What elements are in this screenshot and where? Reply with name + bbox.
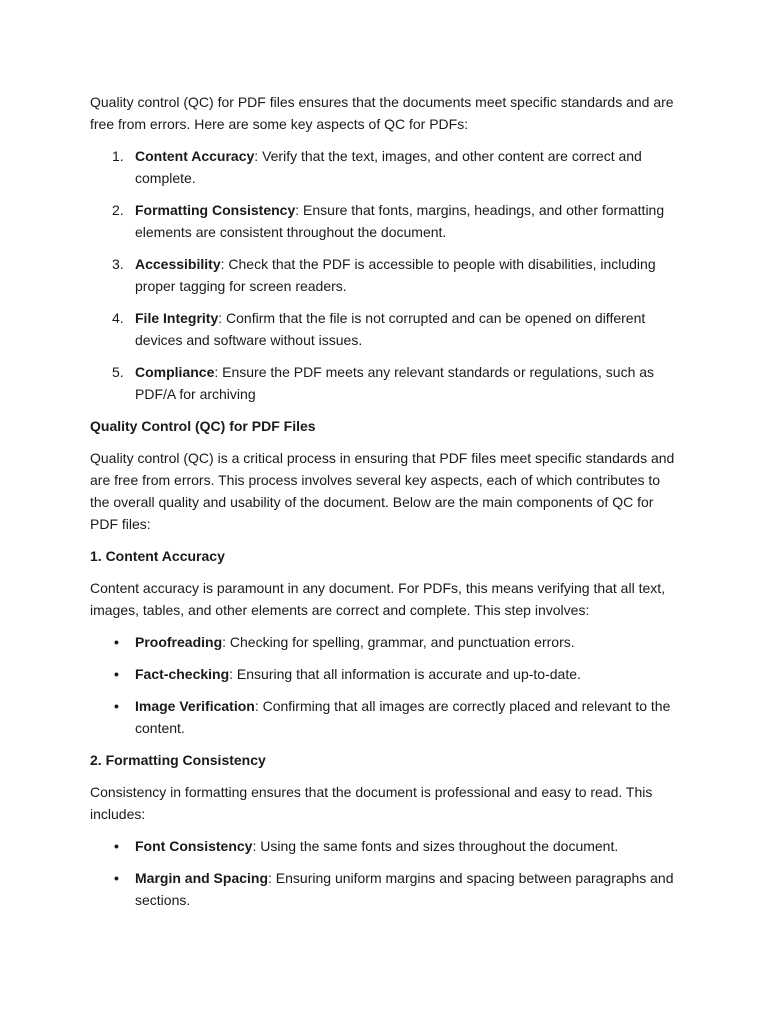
list-number: 5. (112, 364, 124, 380)
list-item-term: Font Consistency (135, 838, 253, 854)
list-item (90, 145, 682, 189)
list-item-text: : Ensure the PDF meets any relevant standards or regulations, such as PDF/A for archiving (135, 364, 655, 402)
list-item (90, 867, 682, 911)
list-item-term: File Integrity (135, 310, 219, 326)
list-item-term: Fact-checking (135, 666, 230, 682)
content-accuracy-list (90, 631, 682, 739)
list-item (90, 199, 682, 243)
bullet-icon: • (114, 666, 119, 682)
list-item (90, 307, 682, 351)
list-number: 2. (112, 202, 124, 218)
bullet-icon: • (114, 870, 119, 886)
intro-paragraph: Quality control (QC) for PDF files ensures that the documents meet specific standards and are free from errors. Here are some key aspects of QC for PDFs: (90, 94, 674, 132)
list-item (90, 835, 682, 857)
content-accuracy-paragraph: Content accuracy is paramount in any document. For PDFs, this means verifying that all text, images, tables, and other elements are correct and complete. This step involves: (90, 580, 666, 618)
document-page (90, 91, 682, 921)
list-item-text: : Check that the PDF is accessible to people with disabilities, including proper tagging for screen readers. (135, 256, 656, 294)
list-item (90, 695, 682, 739)
list-number: 4. (112, 310, 124, 326)
section-intro-paragraph: Quality control (QC) is a critical process in ensuring that PDF files meet specific standards and are free from errors. This process involves several key aspects, each of which contributes to the overall quality and usability of the document. Below are the main components of QC for PDF files: (90, 450, 675, 532)
list-item-text: : Confirm that the file is not corrupted and can be opened on different devices and software without issues. (135, 310, 646, 348)
list-item-text: : Using the same fonts and sizes throughout the document. (252, 838, 619, 854)
bullet-icon: • (114, 838, 119, 854)
list-item-text: : Ensuring that all information is accurate and up-to-date. (229, 666, 581, 682)
bullet-icon: • (114, 698, 119, 714)
formatting-consistency-heading: 2. Formatting Consistency (90, 752, 266, 768)
list-item (90, 253, 682, 297)
list-item-term: Formatting Consistency (135, 202, 296, 218)
list-item-term: Compliance (135, 364, 215, 380)
list-item-text: : Verify that the text, images, and other content are correct and complete. (135, 148, 642, 186)
list-item-text: : Confirming that all images are correctly placed and relevant to the content. (135, 698, 671, 736)
content-accuracy-heading: 1. Content Accuracy (90, 548, 225, 564)
list-item-text: : Ensuring uniform margins and spacing between paragraphs and sections. (135, 870, 674, 908)
bullet-icon: • (114, 634, 119, 650)
list-item-text: : Checking for spelling, grammar, and punctuation errors. (222, 634, 575, 650)
key-aspects-list (90, 145, 682, 405)
list-item-term: Image Verification (135, 698, 255, 714)
formatting-consistency-list (90, 835, 682, 911)
formatting-consistency-paragraph: Consistency in formatting ensures that the document is professional and easy to read. This includes: (90, 784, 653, 822)
list-number: 3. (112, 256, 124, 272)
list-item (90, 631, 682, 653)
list-item-term: Accessibility (135, 256, 221, 272)
list-item-term: Margin and Spacing (135, 870, 269, 886)
list-item-text: : Ensure that fonts, margins, headings, and other formatting elements are consistent throughout the document. (135, 202, 665, 240)
list-item (90, 361, 682, 405)
list-item-term: Proofreading (135, 634, 223, 650)
list-item (90, 663, 682, 685)
list-number: 1. (112, 148, 124, 164)
section-title: Quality Control (QC) for PDF Files (90, 418, 316, 434)
list-item-term: Content Accuracy (135, 148, 255, 164)
